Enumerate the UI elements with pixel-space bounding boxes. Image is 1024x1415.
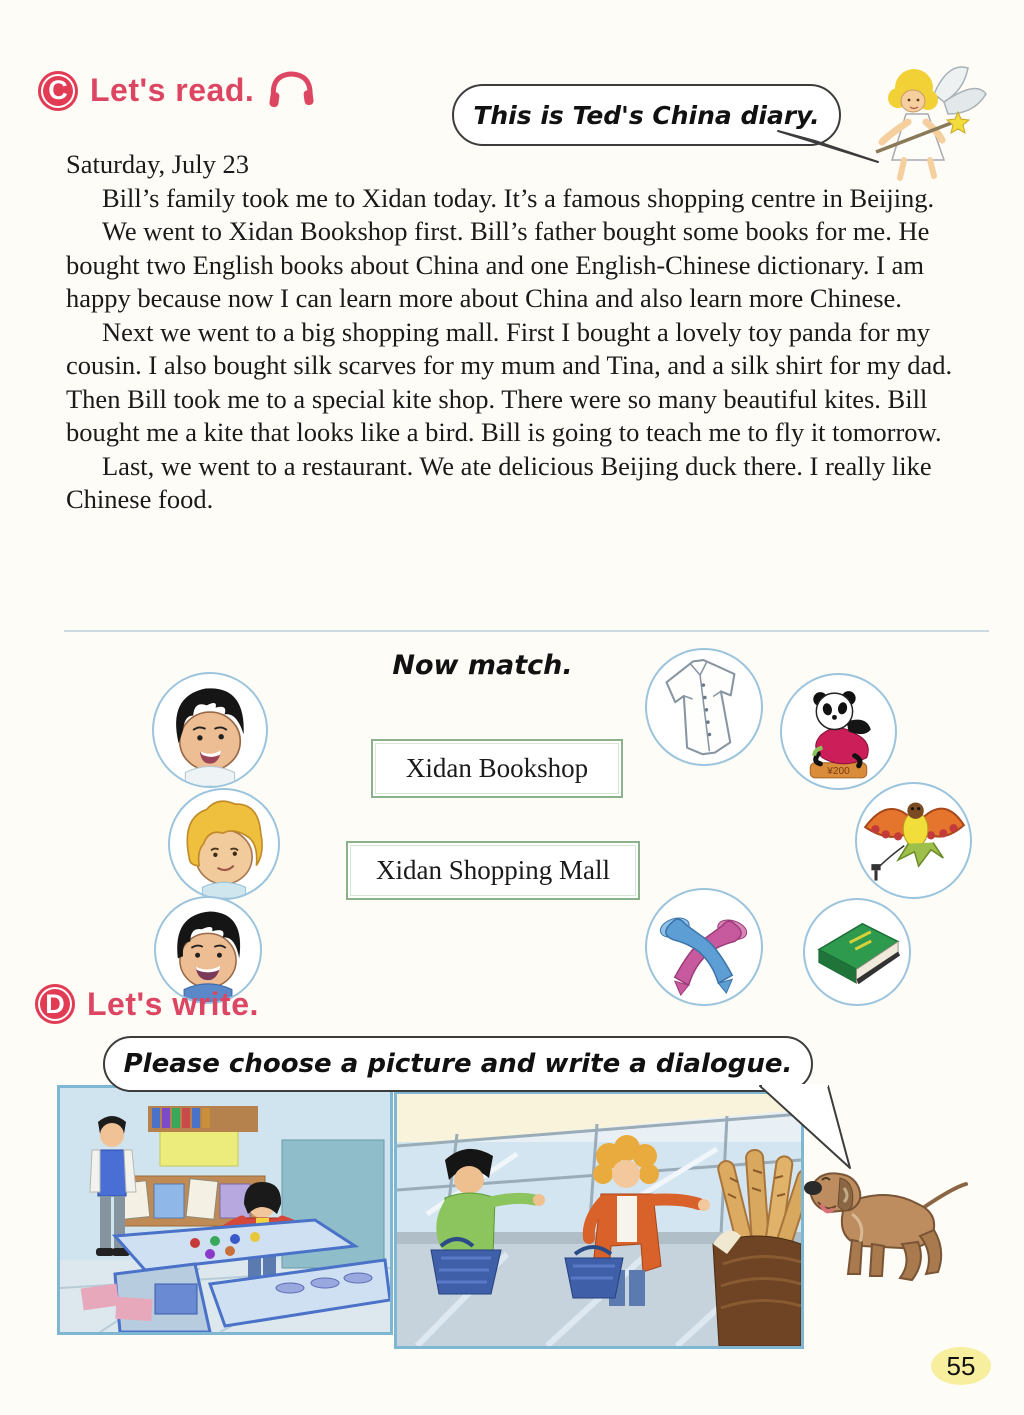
panda-price-tag: ¥200: [827, 765, 850, 777]
avatar-boy-blonde-hair[interactable]: [168, 788, 280, 900]
item-toy-panda[interactable]: [780, 673, 897, 790]
write-bubble-tail: [728, 1084, 868, 1179]
item-english-chinese-dictionary[interactable]: [803, 898, 911, 1006]
diary-paragraph: We went to Xidan Bookshop first. Bill’s father bought some books for me. He bought two English books about China and one English-Chinese dictionary. I am happy because now I can learn more about China and also learn more Chinese.: [66, 216, 930, 313]
match-box-shopping-mall[interactable]: [346, 841, 640, 900]
item-bird-kite[interactable]: [855, 782, 972, 899]
write-speech-bubble: [103, 1036, 813, 1092]
match-box-label: Xidan Shopping Mall: [376, 855, 610, 885]
page-number: 55: [946, 1350, 976, 1381]
section-read-header: [38, 66, 318, 115]
match-box-label: Xidan Bookshop: [405, 753, 589, 783]
section-write-header: [35, 984, 259, 1024]
diary-paragraph: Last, we went to a restaurant. We ate delicious Beijing duck there. I really like Chinese food.: [66, 450, 932, 514]
page-number-badge: [931, 1347, 991, 1385]
bookshop-scene-picture[interactable]: [57, 1085, 393, 1335]
section-divider: [64, 630, 989, 632]
headphones-icon: [266, 66, 318, 115]
match-title: Now match.: [392, 650, 573, 681]
item-silk-shirt[interactable]: [645, 648, 763, 766]
diary-paragraph: Next we went to a big shopping mall. First I bought a lovely toy panda for my cousin. I also bought silk scarves for my mum and Tina, and a silk shirt for my dad. Then Bill took me to a special kite shop. There were so many beautiful kites. Bill bought me a kite that looks like a bird. Bill is going to teach me to fly it tomorrow.: [66, 316, 953, 447]
diary-text: [66, 148, 988, 517]
item-silk-scarves[interactable]: [645, 888, 763, 1006]
diary-date: Saturday, July 23: [66, 149, 250, 179]
write-bubble-text: Please choose a picture and write a dialogue.: [123, 1049, 793, 1079]
section-d-badge: D: [35, 984, 75, 1024]
match-box-bookshop[interactable]: [371, 739, 623, 798]
section-c-badge: C: [38, 71, 78, 111]
avatar-boy-black-spiky-hair[interactable]: [152, 672, 268, 788]
diary-bubble-tail: [760, 128, 890, 176]
diary-paragraph: Bill’s family took me to Xidan today. It’s a famous shopping centre in Beijing.: [102, 182, 935, 213]
section-read-title: Let's read.: [90, 72, 255, 108]
diary-bubble-text: This is Ted's China diary.: [473, 100, 820, 130]
section-write-title: Let's write.: [87, 985, 259, 1022]
